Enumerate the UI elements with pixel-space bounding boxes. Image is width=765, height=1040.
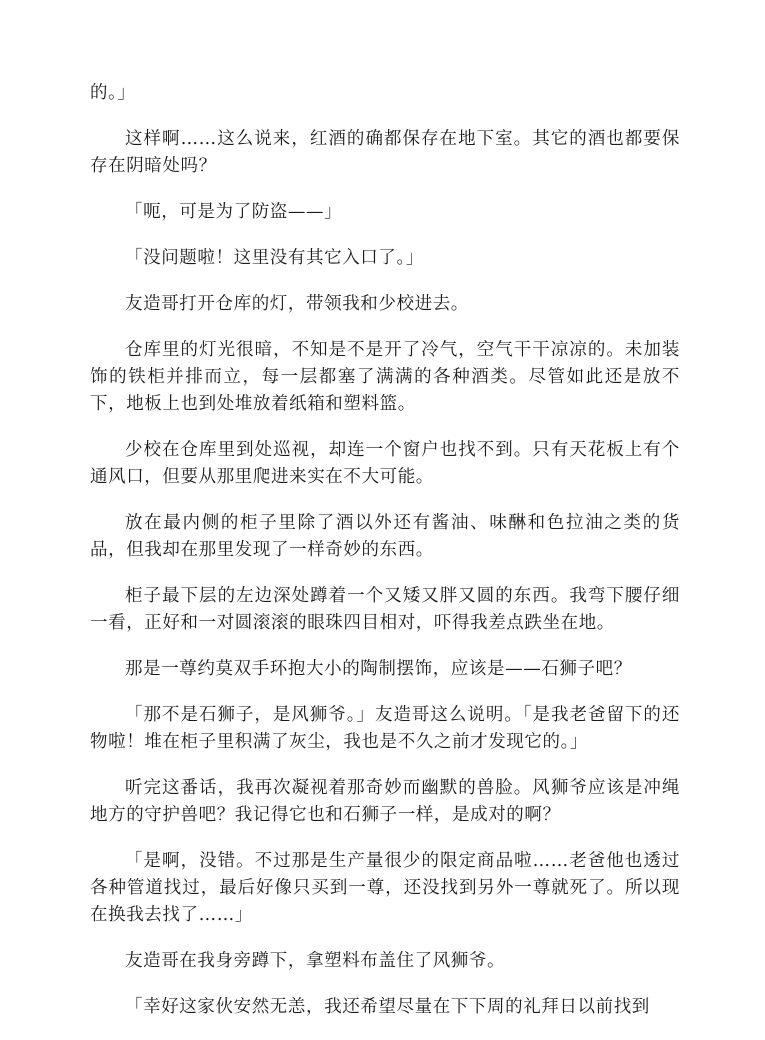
paragraph: 放在最内侧的柜子里除了酒以外还有酱油、味醂和色拉油之类的货品，但我却在那里发现了一样奇妙的东西。: [90, 513, 680, 560]
paragraph: 少校在仓库里到处巡视，却连一个窗户也找不到。只有天花板上有个通风口，但要从那里爬进来实在不大可能。: [90, 440, 680, 487]
page-body: [90, 80, 680, 1040]
paragraph: 友造哥打开仓库的灯，带领我和少校进去。: [125, 294, 469, 314]
paragraph: 这样啊……这么说来，红酒的确都保存在地下室。其它的酒也都要保存在阴暗处吗？: [90, 129, 680, 176]
paragraph: 「没问题啦！这里没有其它入口了。」: [125, 248, 424, 268]
paragraph: 那是一尊约莫双手环抱大小的陶制摆饰，应该是——石狮子吧？: [125, 659, 632, 679]
paragraph: 友造哥在我身旁蹲下，拿塑料布盖住了风狮爷。: [125, 951, 506, 971]
paragraph: 「幸好这家伙安然无恙，我还希望尽量在下下周的礼拜日以前找到: [125, 997, 650, 1017]
paragraph: 仓库里的灯光很暗，不知是不是开了冷气，空气干干凉凉的。未加装饰的铁柜并排而立，每一层都塞了满满的各种酒类。尽管如此还是放不下，地板上也到处堆放着纸箱和塑料篮。: [90, 340, 680, 414]
paragraph: 听完这番话，我再次凝视着那奇妙而幽默的兽脸。风狮爷应该是冲绳地方的守护兽吧？我记得它也和石狮子一样，是成对的啊？: [90, 778, 680, 825]
paragraph: 「那不是石狮子，是风狮爷。」友造哥这么说明。「是我老爸留下的还物啦！堆在柜子里积满了灰尘，我也是不久之前才发现它的。」: [90, 705, 680, 752]
paragraph: 柜子最下层的左边深处蹲着一个又矮又胖又圆的东西。我弯下腰仔细一看，正好和一对圆滚滚的眼珠四目相对，吓得我差点跌坐在地。: [90, 586, 680, 633]
paragraph: 「呃，可是为了防盗——」: [125, 202, 343, 222]
paragraph: 「是啊，没错。不过那是生产量很少的限定商品啦……老爸他也透过各种管道找过，最后好像只买到一尊，还没找到另外一尊就死了。所以现在换我去找了……」: [90, 851, 680, 925]
paragraph: 的。」: [90, 83, 136, 103]
